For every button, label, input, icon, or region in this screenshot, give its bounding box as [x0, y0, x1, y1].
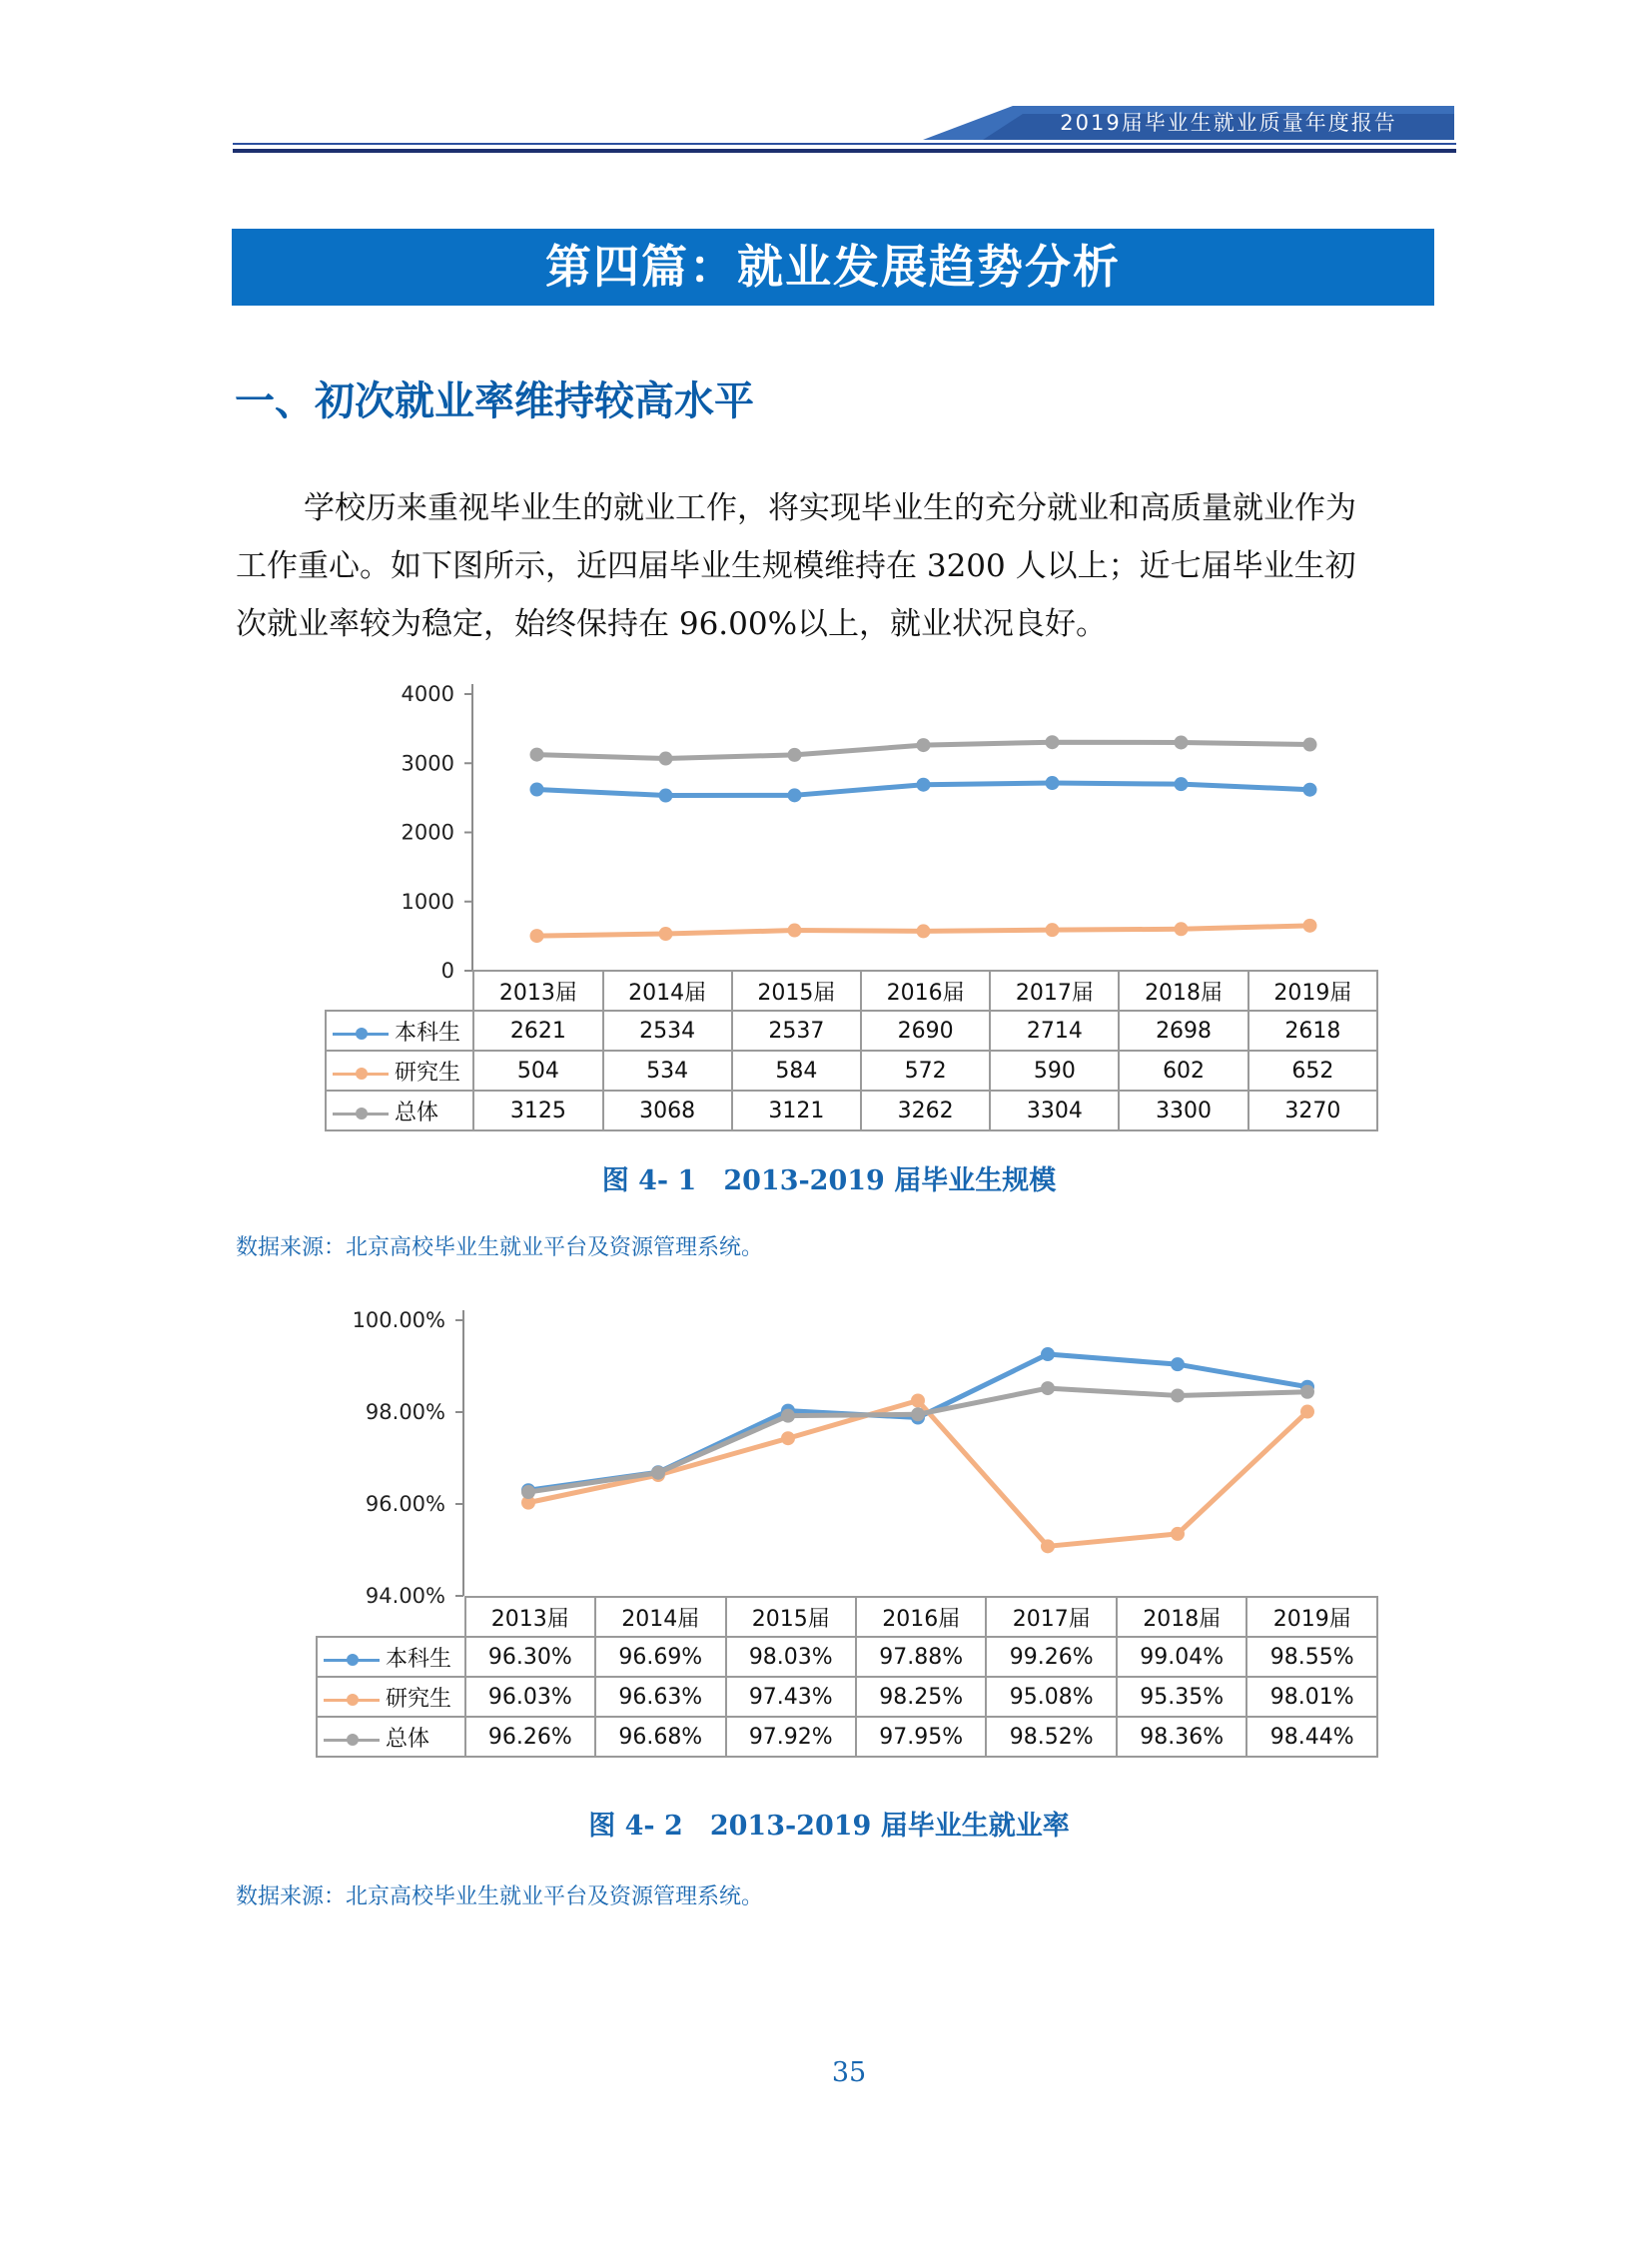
- data-value-cell: 2621: [473, 1011, 602, 1051]
- table-row: [317, 1677, 1377, 1717]
- data-point-undergrad: [788, 788, 802, 802]
- legend-key-marker: [347, 1654, 359, 1666]
- figure1-caption: 图 4- 1 2013-2019 届毕业生规模: [601, 1165, 1057, 1196]
- data-value-cell: 96.26%: [465, 1717, 595, 1757]
- legend-entry-total: [317, 1717, 465, 1757]
- series-name: 总体: [386, 1726, 430, 1752]
- figure2-caption: 图 4- 2 2013-2019 届毕业生就业率: [588, 1811, 1070, 1842]
- data-point-undergrad: [1046, 776, 1060, 790]
- data-value-cell: 504: [473, 1051, 602, 1091]
- paragraph-line-1: 学校历来重视毕业生的就业工作，将实现毕业生的充分就业和高质量就业作为: [304, 490, 1356, 526]
- data-value-cell: 572: [861, 1051, 990, 1091]
- data-point-total: [1041, 1381, 1055, 1395]
- data-value-cell: 3121: [732, 1091, 861, 1130]
- data-value-cell: 96.63%: [595, 1677, 725, 1717]
- legend-key-marker: [347, 1694, 359, 1706]
- figure2-source: 数据来源：北京高校毕业生就业平台及资源管理系统。: [236, 1884, 764, 1909]
- category-label: 2015届: [726, 1597, 856, 1637]
- data-value-cell: 98.44%: [1246, 1717, 1377, 1757]
- y-tick-label: 100.00%: [352, 1308, 445, 1332]
- data-point-total: [917, 738, 931, 752]
- paragraph-line-3: 次就业率较为稳定，始终保持在 96.00%以上，就业状况良好。: [236, 606, 1108, 642]
- data-point-graduate: [917, 924, 931, 938]
- data-point-graduate: [530, 929, 544, 943]
- figure1-source: 数据来源：北京高校毕业生就业平台及资源管理系统。: [236, 1235, 764, 1260]
- data-point-undergrad: [659, 789, 673, 803]
- body-paragraph: [236, 479, 1434, 653]
- data-point-undergrad: [1175, 777, 1189, 791]
- data-value-cell: 98.36%: [1117, 1717, 1246, 1757]
- data-value-cell: 97.43%: [726, 1677, 856, 1717]
- data-point-total: [788, 748, 802, 762]
- data-point-total: [1175, 735, 1189, 749]
- legend-entry-undergrad: [317, 1637, 465, 1677]
- header-rule-bottom: [233, 149, 1456, 153]
- series-name: 总体: [395, 1100, 439, 1125]
- series-name: 本科生: [395, 1020, 461, 1046]
- data-point-undergrad: [1171, 1357, 1185, 1371]
- data-point-total: [530, 748, 544, 762]
- data-point-total: [781, 1409, 795, 1423]
- legend-key-marker: [356, 1028, 368, 1040]
- data-value-cell: 96.30%: [465, 1637, 595, 1677]
- data-point-graduate: [1041, 1539, 1055, 1553]
- table-header-row: [326, 971, 1377, 1011]
- data-value-cell: 2534: [603, 1011, 732, 1051]
- data-value-cell: 2690: [861, 1011, 990, 1051]
- data-table-scale: [325, 970, 1378, 1131]
- category-label: 2018届: [1117, 1597, 1246, 1637]
- category-label: 2013届: [473, 971, 602, 1011]
- data-value-cell: 95.08%: [986, 1677, 1116, 1717]
- data-point-total: [521, 1485, 535, 1499]
- y-tick-label: 96.00%: [365, 1492, 445, 1516]
- category-label: 2015届: [732, 971, 861, 1011]
- data-point-total: [651, 1466, 665, 1480]
- data-value-cell: 3068: [603, 1091, 732, 1130]
- chart-graduate-scale: [330, 669, 1378, 979]
- section-title: 一、初次就业率维持较高水平: [235, 378, 754, 424]
- data-value-cell: 97.88%: [856, 1637, 986, 1677]
- data-value-cell: 584: [732, 1051, 861, 1091]
- legend-key-graduate: [331, 1066, 391, 1082]
- data-value-cell: 602: [1119, 1051, 1247, 1091]
- category-label: 2018届: [1119, 971, 1247, 1011]
- category-label: 2019届: [1248, 971, 1377, 1011]
- legend-key-marker: [356, 1068, 368, 1080]
- legend-entry-graduate: [317, 1677, 465, 1717]
- table-row: [326, 1011, 1377, 1051]
- data-value-cell: 652: [1248, 1051, 1377, 1091]
- data-point-undergrad: [1303, 783, 1317, 797]
- data-point-graduate: [911, 1394, 925, 1408]
- y-tick-label: 2000: [401, 820, 454, 845]
- data-value-cell: 3270: [1248, 1091, 1377, 1130]
- data-value-cell: 3125: [473, 1091, 602, 1130]
- data-value-cell: 97.95%: [856, 1717, 986, 1757]
- data-point-undergrad: [1041, 1347, 1055, 1361]
- data-value-cell: 96.68%: [595, 1717, 725, 1757]
- data-value-cell: 99.26%: [986, 1637, 1116, 1677]
- category-label: 2014届: [603, 971, 732, 1011]
- data-point-total: [1171, 1388, 1185, 1402]
- y-tick-label: 4000: [401, 682, 454, 706]
- paragraph-line-2: 工作重心。如下图所示，近四届毕业生规模维持在 3200 人以上；近七届毕业生初: [236, 548, 1356, 584]
- legend-key-graduate: [322, 1692, 382, 1708]
- data-value-cell: 98.25%: [856, 1677, 986, 1717]
- category-label: 2019届: [1246, 1597, 1377, 1637]
- y-tick-label: 94.00%: [365, 1584, 445, 1608]
- data-value-cell: 97.92%: [726, 1717, 856, 1757]
- data-point-graduate: [1171, 1527, 1185, 1541]
- y-tick-label: 98.00%: [365, 1400, 445, 1424]
- data-value-cell: 2618: [1248, 1011, 1377, 1051]
- data-point-undergrad: [917, 778, 931, 792]
- data-value-cell: 2537: [732, 1011, 861, 1051]
- table-corner: [326, 971, 473, 1011]
- data-value-cell: 98.01%: [1246, 1677, 1377, 1717]
- table-row: [317, 1717, 1377, 1757]
- category-label: 2017届: [986, 1597, 1116, 1637]
- series-name: 研究生: [386, 1686, 452, 1712]
- data-value-cell: 95.35%: [1117, 1677, 1246, 1717]
- series-name: 本科生: [386, 1646, 452, 1672]
- data-value-cell: 99.04%: [1117, 1637, 1246, 1677]
- category-label: 2014届: [595, 1597, 725, 1637]
- data-value-cell: 96.69%: [595, 1637, 725, 1677]
- data-point-undergrad: [530, 782, 544, 796]
- table-row: [326, 1051, 1377, 1091]
- legend-key-undergrad: [322, 1652, 382, 1668]
- data-point-graduate: [1300, 1405, 1314, 1419]
- data-table-rate: [316, 1596, 1378, 1758]
- page-number: 35: [831, 2057, 867, 2088]
- data-value-cell: 96.03%: [465, 1677, 595, 1717]
- data-point-graduate: [788, 924, 802, 938]
- category-label: 2013届: [465, 1597, 595, 1637]
- data-value-cell: 98.55%: [1246, 1637, 1377, 1677]
- y-tick-label: 1000: [401, 889, 454, 914]
- data-point-total: [911, 1407, 925, 1421]
- table-row: [317, 1637, 1377, 1677]
- data-point-graduate: [1046, 923, 1060, 937]
- data-point-total: [1303, 738, 1317, 752]
- table-corner: [317, 1597, 465, 1637]
- legend-key-undergrad: [331, 1026, 391, 1042]
- legend-entry-graduate: [326, 1051, 473, 1091]
- legend-key-total: [331, 1106, 391, 1121]
- series-name: 研究生: [395, 1060, 461, 1086]
- legend-entry-total: [326, 1091, 473, 1130]
- legend-key-total: [322, 1732, 382, 1748]
- data-point-graduate: [1303, 919, 1317, 933]
- data-value-cell: 98.52%: [986, 1717, 1116, 1757]
- data-value-cell: 2698: [1119, 1011, 1247, 1051]
- data-point-total: [1046, 735, 1060, 749]
- data-value-cell: 3304: [990, 1091, 1119, 1130]
- data-value-cell: 2714: [990, 1011, 1119, 1051]
- chapter-title: 第四篇：就业发展趋势分析: [232, 229, 1434, 306]
- legend-entry-undergrad: [326, 1011, 473, 1051]
- y-tick-label: 3000: [401, 751, 454, 776]
- table-header-row: [317, 1597, 1377, 1637]
- data-value-cell: 590: [990, 1051, 1119, 1091]
- y-tick-label: 0: [440, 959, 454, 979]
- chart-employment-rate: [320, 1298, 1378, 1608]
- data-point-graduate: [781, 1431, 795, 1445]
- data-value-cell: 534: [603, 1051, 732, 1091]
- header-rule-top: [233, 143, 1456, 145]
- data-value-cell: 3262: [861, 1091, 990, 1130]
- legend-key-marker: [347, 1734, 359, 1746]
- category-label: 2016届: [856, 1597, 986, 1637]
- data-point-total: [1300, 1385, 1314, 1399]
- data-value-cell: 98.03%: [726, 1637, 856, 1677]
- data-point-graduate: [1175, 922, 1189, 936]
- category-label: 2016届: [861, 971, 990, 1011]
- legend-key-marker: [356, 1108, 368, 1120]
- category-label: 2017届: [990, 971, 1119, 1011]
- data-point-total: [659, 752, 673, 766]
- header-title: 2019届毕业生就业质量年度报告: [1060, 111, 1397, 135]
- data-point-graduate: [659, 927, 673, 941]
- data-value-cell: 3300: [1119, 1091, 1247, 1130]
- table-row: [326, 1091, 1377, 1130]
